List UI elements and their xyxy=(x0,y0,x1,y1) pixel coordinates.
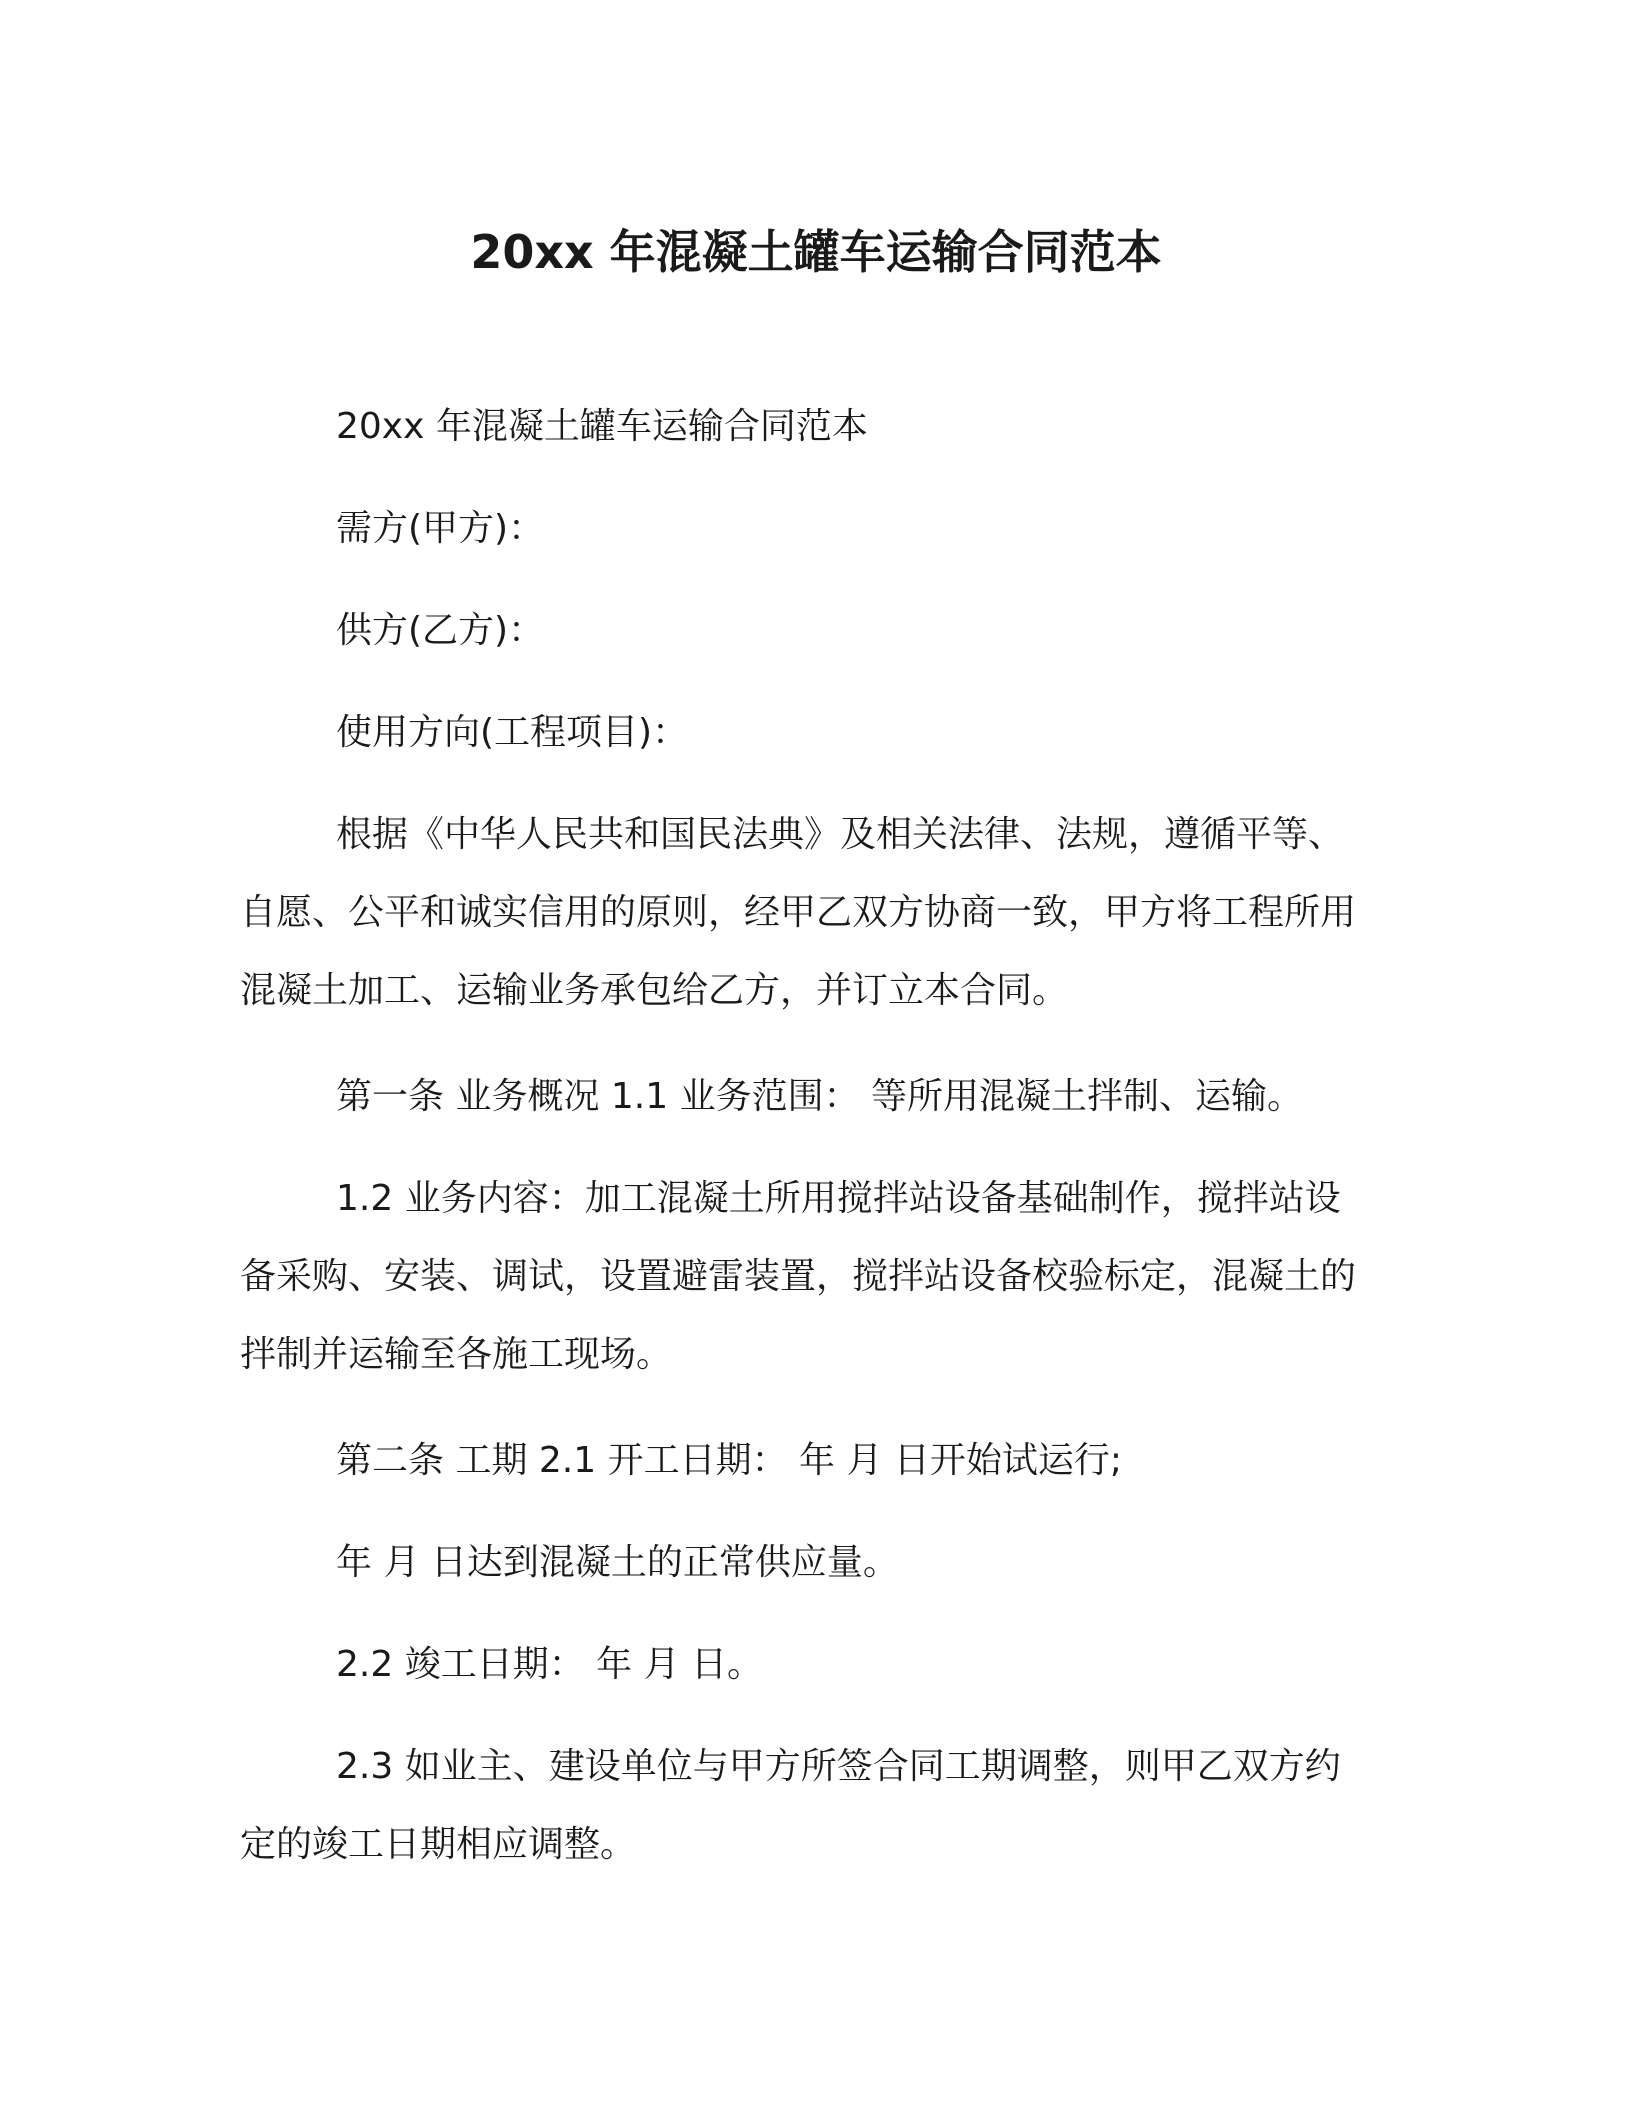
paragraph-article-1-content: 1.2 业务内容：加工混凝土所用搅拌站设备基础制作，搅拌站设备采购、安装、调试，设置避雷装置，搅拌站设备校验标定，混凝土的拌制并运输至各施工现场。 xyxy=(240,1178,1357,1375)
paragraph-schedule-adjustment: 2.3 如业主、建设单位与甲方所签合同工期调整，则甲乙双方约定的竣工日期相应调整。 xyxy=(240,1746,1341,1865)
paragraph-article-1-scope: 第一条 业务概况 1.1 业务范围： 等所用混凝土拌制、运输。 xyxy=(336,1076,1304,1117)
paragraph-normal-supply: 年 月 日达到混凝土的正常供应量。 xyxy=(336,1542,899,1583)
document-title: 20xx 年混凝土罐车运输合同范本 xyxy=(470,225,1162,279)
paragraph-article-2-start: 第二条 工期 2.1 开工日期： 年 月 日开始试运行; xyxy=(336,1440,1123,1481)
paragraph-preamble: 根据《中华人民共和国民法典》及相关法律、法规，遵循平等、自愿、公平和诚实信用的原则，经甲乙双方协商一致，甲方将工程所用混凝土加工、运输业务承包给乙方，并订立本合同。 xyxy=(240,814,1357,1011)
paragraph-completion-date: 2.2 竣工日期： 年 月 日。 xyxy=(336,1644,764,1685)
paragraph-party-a: 需方(甲方)： xyxy=(336,508,545,549)
paragraph-heading: 20xx 年混凝土罐车运输合同范本 xyxy=(336,406,868,447)
paragraph-party-b: 供方(乙方)： xyxy=(336,610,545,651)
paragraph-project: 使用方向(工程项目)： xyxy=(336,712,689,753)
